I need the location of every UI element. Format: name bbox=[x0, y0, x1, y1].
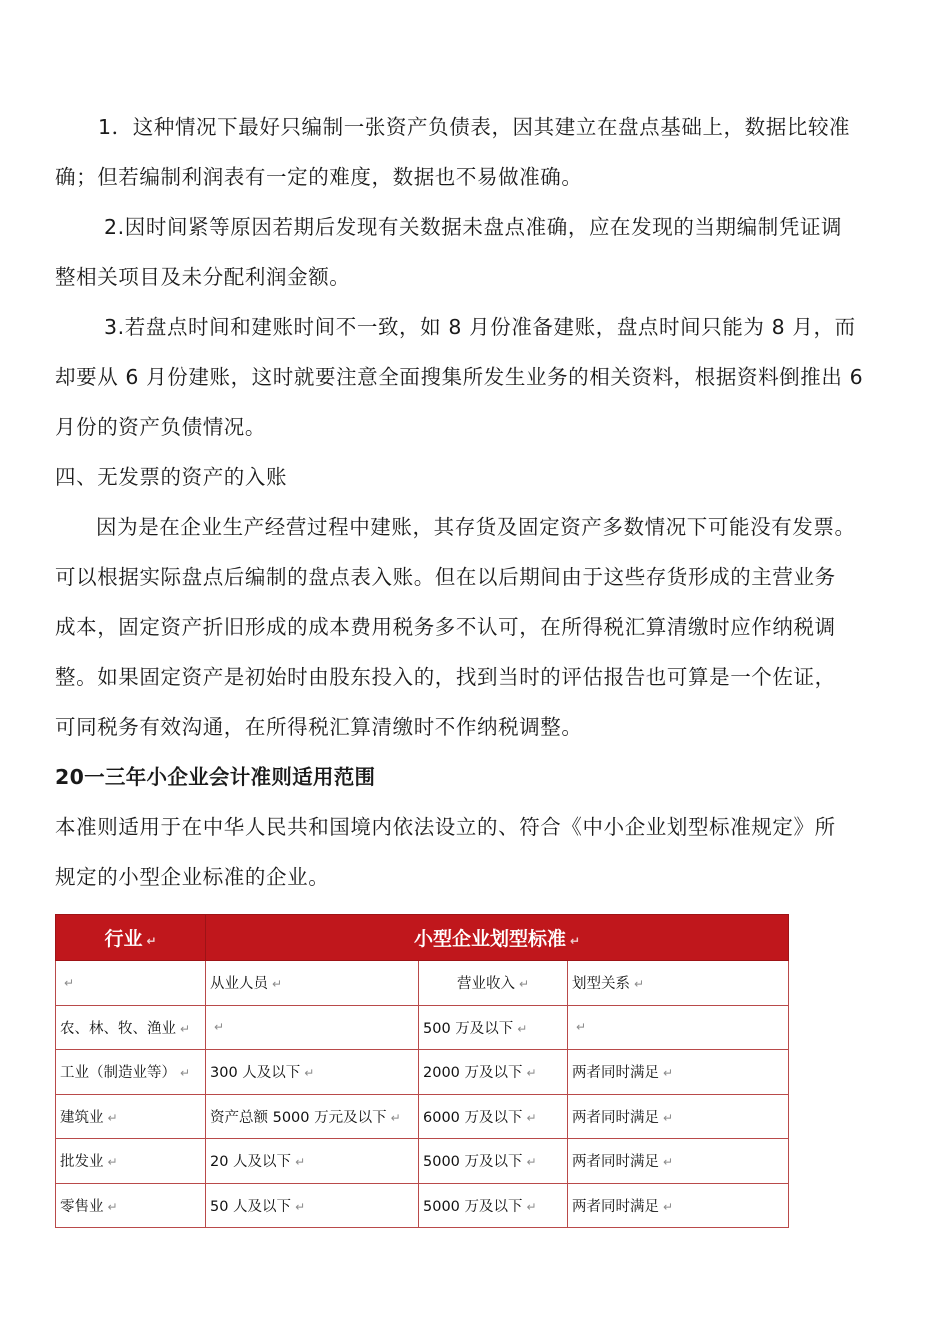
table-row bbox=[56, 1050, 789, 1095]
table-header-row bbox=[56, 915, 789, 961]
cell-employees: 300 人及以下 ↵ bbox=[206, 1050, 419, 1095]
cell-industry: 工业（制造业等） ↵ bbox=[56, 1050, 206, 1095]
cell-employees: 20 人及以下 ↵ bbox=[206, 1139, 419, 1184]
paragraph-line: 整相关项目及未分配利润金额。 bbox=[55, 265, 351, 289]
table-subheader-row bbox=[56, 961, 789, 1006]
paragraph-line: 整。如果固定资产是初始时由股东投入的，找到当时的评估报告也可算是一个佐证， bbox=[55, 665, 836, 689]
paragraph-line: 可以根据实际盘点后编制的盘点表入账。但在以后期间由于这些存货形成的主营业务 bbox=[55, 565, 836, 589]
paragraph-line: 确；但若编制利润表有一定的难度，数据也不易做准确。 bbox=[55, 165, 583, 189]
cell-relation: 两者同时满足 ↵ bbox=[568, 1050, 789, 1095]
cell-relation: 两者同时满足 ↵ bbox=[568, 1094, 789, 1139]
table-row bbox=[56, 1183, 789, 1228]
cell-industry: 建筑业 ↵ bbox=[56, 1094, 206, 1139]
cell-revenue: 5000 万及以下 ↵ bbox=[419, 1183, 568, 1228]
cell-revenue: 500 万及以下 ↵ bbox=[419, 1005, 568, 1050]
paragraph-line: 因为是在企业生产经营过程中建账，其存货及固定资产多数情况下可能没有发票。 bbox=[96, 515, 856, 539]
subheader-relation: 划型关系 ↵ bbox=[568, 961, 789, 1006]
cell-relation: 两者同时满足 ↵ bbox=[568, 1183, 789, 1228]
subheader-blank: ↵ bbox=[56, 961, 206, 1006]
cell-employees: 50 人及以下 ↵ bbox=[206, 1183, 419, 1228]
cell-relation: ↵ bbox=[568, 1005, 789, 1050]
table-row bbox=[56, 1139, 789, 1184]
subheader-revenue: 营业收入 ↵ bbox=[419, 961, 568, 1006]
cell-revenue: 6000 万及以下 ↵ bbox=[419, 1094, 568, 1139]
header-standard: 小型企业划型标准 ↵ bbox=[206, 915, 789, 961]
cell-relation: 两者同时满足 ↵ bbox=[568, 1139, 789, 1184]
paragraph-line: 成本，固定资产折旧形成的成本费用税务多不认可，在所得税汇算清缴时应作纳税调 bbox=[55, 615, 836, 639]
paragraph-line: 3.若盘点时间和建账时间不一致，如 8 月份准备建账，盘点时间只能为 8 月，而 bbox=[104, 315, 856, 339]
table-row bbox=[56, 1094, 789, 1139]
header-industry: 行业 ↵ bbox=[56, 915, 206, 961]
subheader-employees: 从业人员 ↵ bbox=[206, 961, 419, 1006]
cell-employees: 资产总额 5000 万元及以下 ↵ bbox=[206, 1094, 419, 1139]
cell-revenue: 2000 万及以下 ↵ bbox=[419, 1050, 568, 1095]
cell-industry: 零售业 ↵ bbox=[56, 1183, 206, 1228]
paragraph-line: 却要从 6 月份建账，这时就要注意全面搜集所发生业务的相关资料，根据资料倒推出 6 bbox=[55, 365, 864, 389]
classification-table bbox=[55, 914, 789, 1228]
paragraph-line: 本准则适用于在中华人民共和国境内依法设立的、符合《中小企业划型标准规定》所 bbox=[55, 815, 836, 839]
paragraph-line: 月份的资产负债情况。 bbox=[55, 415, 266, 439]
cell-revenue: 5000 万及以下 ↵ bbox=[419, 1139, 568, 1184]
paragraph-line: 可同税务有效沟通，在所得税汇算清缴时不作纳税调整。 bbox=[55, 715, 583, 739]
paragraph-line: 规定的小型企业标准的企业。 bbox=[55, 865, 330, 889]
cell-employees: ↵ bbox=[206, 1005, 419, 1050]
cell-industry: 农、林、牧、渔业 ↵ bbox=[56, 1005, 206, 1050]
section-heading: 四、无发票的资产的入账 bbox=[55, 465, 288, 489]
bold-heading: 20一三年小企业会计准则适用范围 bbox=[55, 765, 376, 789]
table-row bbox=[56, 1005, 789, 1050]
paragraph-line: 1．这种情况下最好只编制一张资产负债表，因其建立在盘点基础上，数据比较准 bbox=[98, 115, 851, 139]
cell-industry: 批发业 ↵ bbox=[56, 1139, 206, 1184]
paragraph-line: 2.因时间紧等原因若期后发现有关数据未盘点准确，应在发现的当期编制凭证调 bbox=[104, 215, 843, 239]
